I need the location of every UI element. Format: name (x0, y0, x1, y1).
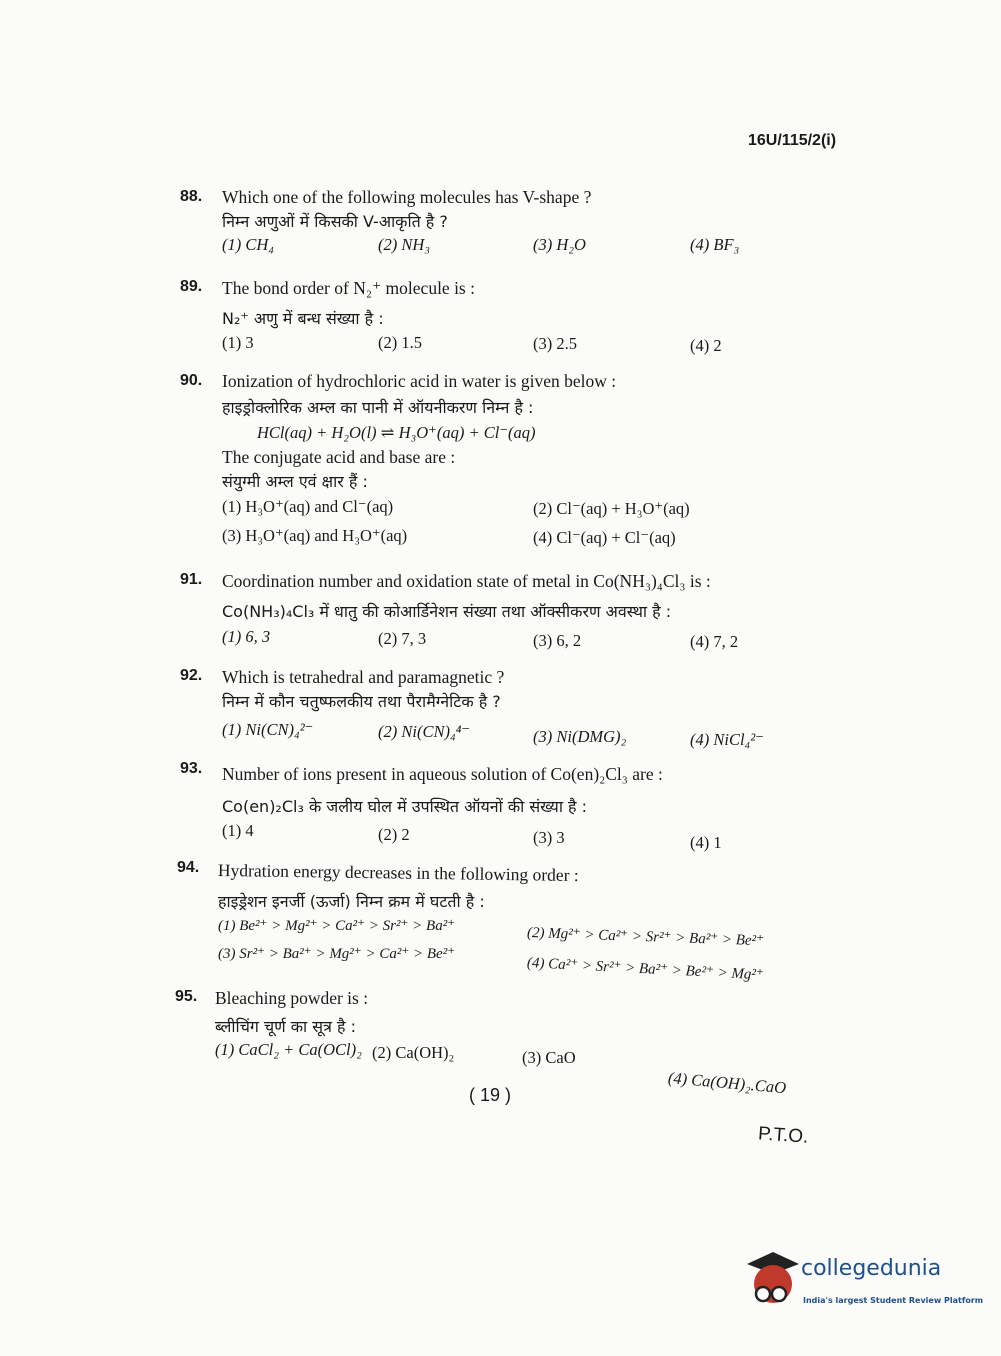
option-4: (4) 2 (690, 336, 722, 355)
reaction-equation: HCl(aq) + H₂O(l) ⇌ H₃O⁺(aq) + Cl⁻(aq) (257, 423, 536, 442)
option-3: (3) Sr²⁺ > Ba²⁺ > Mg²⁺ > Ca²⁺ > Be²⁺ (218, 946, 456, 962)
option-4: (4) BF₃ (690, 235, 740, 254)
option-4: (4) Cl⁻(aq) + Cl⁻(aq) (533, 528, 676, 547)
brand-name: collegedunia (801, 1256, 942, 1281)
option-2: (2) Ca(OH)₂ (372, 1043, 455, 1062)
paper-code: 16U/115/2(i) (748, 132, 837, 149)
question-text-en: Ionization of hydrochloric acid in water is given below : (222, 371, 617, 391)
option-1: (1) H₃O⁺(aq) and Cl⁻(aq) (222, 497, 394, 516)
option-2: (2) 1.5 (378, 333, 422, 352)
option-4: (4) NiCl₄²⁻ (690, 730, 764, 749)
question-number: 95. (175, 988, 198, 1005)
question-number: 94. (177, 859, 200, 876)
option-2: (2) 2 (378, 825, 410, 844)
page-number: ( 19 ) (469, 1085, 512, 1105)
question-text-en: Coordination number and oxidation state of metal in Co(NH₃)₄Cl₃ is : (222, 571, 711, 591)
question-text-hi: निम्न अणुओं में किसकी V-आकृति है ? (222, 212, 448, 231)
question-number: 93. (180, 760, 203, 777)
question-text-en: Bleaching powder is : (215, 988, 369, 1008)
option-1: (1) CH₄ (222, 235, 275, 254)
question-number: 92. (180, 667, 203, 684)
question-text-hi: N₂⁺ अणु में बन्ध संख्या है : (222, 309, 384, 328)
question-text-en-2: The conjugate acid and base are : (222, 447, 456, 467)
option-3: (3) 3 (533, 828, 565, 847)
question-text-en: The bond order of N₂⁺ molecule is : (222, 278, 475, 298)
question-text-en: Which is tetrahedral and paramagnetic ? (222, 667, 505, 687)
question-text-hi: निम्न में कौन चतुष्फलकीय तथा पैरामैग्नेटिक है ? (222, 692, 501, 711)
option-2: (2) Cl⁻(aq) + H₃O⁺(aq) (533, 499, 690, 518)
question-text-en: Number of ions present in aqueous solution of Co(en)₂Cl₃ are : (222, 764, 663, 784)
question-text-hi: हाइड्रोक्लोरिक अम्ल का पानी में ऑयनीकरण निम्न है : (222, 398, 534, 417)
question-number: 89. (180, 278, 203, 295)
option-2: (2) 7, 3 (378, 629, 427, 648)
option-1: (1) Ni(CN)₄²⁻ (222, 720, 314, 739)
question-text-en: Hydration energy decreases in the following order : (217, 860, 579, 886)
option-3: (3) Ni(DMG)₂ (533, 727, 627, 746)
option-2: (2) Ni(CN)₄⁴⁻ (378, 722, 471, 741)
option-1: (1) CaCl₂ + Ca(OCl)₂ (215, 1040, 362, 1059)
question-text-hi: ब्लीचिंग चूर्ण का सूत्र है : (215, 1017, 356, 1036)
question-text-hi: Co(NH₃)₄Cl₃ में धातु की कोआर्डिनेशन संख्या तथा ऑक्सीकरण अवस्था है : (222, 602, 672, 621)
option-3: (3) H₂O (533, 235, 586, 254)
question-text-hi: Co(en)₂Cl₃ के जलीय घोल में उपस्थित ऑयनों की संख्या है : (222, 797, 588, 816)
question-number: 88. (180, 188, 203, 205)
option-3: (3) 2.5 (533, 334, 577, 353)
option-1: (1) Be²⁺ > Mg²⁺ > Ca²⁺ > Sr²⁺ > Ba²⁺ (218, 918, 456, 934)
option-1: (1) 4 (222, 821, 254, 840)
option-4: (4) Ca²⁺ > Sr²⁺ > Ba²⁺ > Be²⁺ > Mg²⁺ (526, 955, 765, 984)
question-number: 91. (180, 571, 203, 588)
collegedunia-logo (743, 1250, 984, 1312)
question-text-hi: हाइड्रेशन इनर्जी (ऊर्जा) निम्न क्रम में घटती है : (218, 892, 485, 911)
mascot-icon (743, 1250, 801, 1312)
option-2: (2) NH₃ (378, 235, 431, 254)
option-3: (3) 6, 2 (533, 631, 582, 650)
option-1: (1) 3 (222, 333, 254, 352)
question-text-hi-2: संयुग्मी अम्ल एवं क्षार हैं : (222, 472, 368, 491)
pto-label: P.T.O. (757, 1123, 810, 1148)
option-4: (4) 7, 2 (690, 632, 739, 651)
option-4: (4) 1 (690, 833, 722, 852)
brand-tagline: India's largest Student Review Platform (803, 1296, 984, 1305)
question-number: 90. (180, 372, 203, 389)
option-4: (4) Ca(OH)₂.CaO (667, 1068, 787, 1098)
question-text-en: Which one of the following molecules has V-shape ? (222, 187, 592, 207)
option-3: (3) H₃O⁺(aq) and H₃O⁺(aq) (222, 526, 408, 545)
option-3: (3) CaO (522, 1048, 576, 1067)
option-1: (1) 6, 3 (222, 627, 271, 646)
option-2: (2) Mg²⁺ > Ca²⁺ > Sr²⁺ > Ba²⁺ > Be²⁺ (526, 925, 765, 950)
